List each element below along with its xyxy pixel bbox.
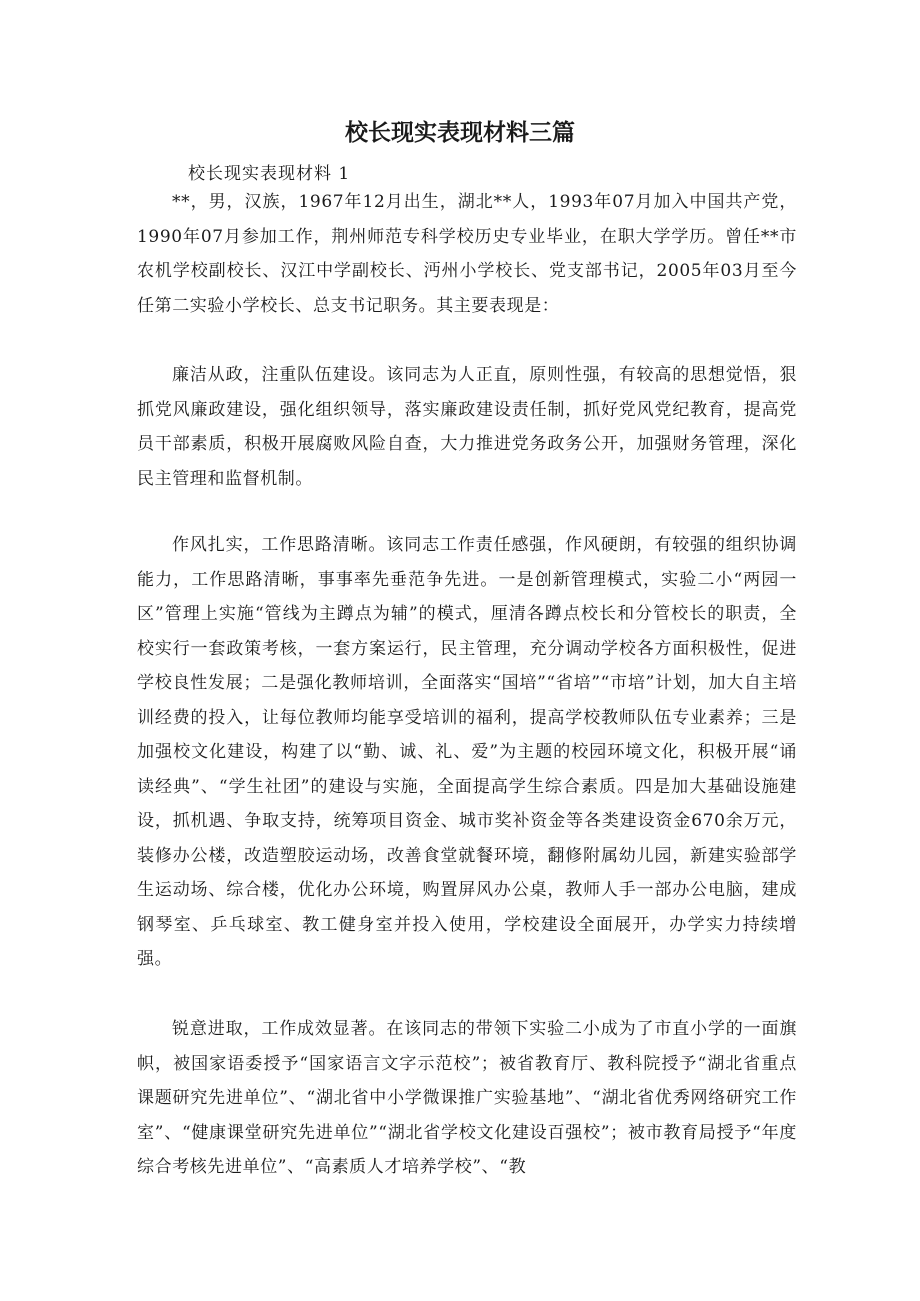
- document-subtitle: 校长现实表现材料 1: [188, 164, 351, 184]
- paragraph-intro: **，男，汉族，1967年12月出生，湖北**人，1993年07月加入中国共产党，1990年07月参加工作，荆州师范专科学校历史专业毕业，在职大学学历。曾任**市农机学校副校长、汉江中学副校长、沔州小学校长、党支部书记，2005年03月至今任第二实验小学校长、总支书记职务。其主要表现是：: [137, 192, 797, 316]
- document-title: 校长现实表现材料三篇: [345, 120, 575, 146]
- paragraph-work-style: 作风扎实，工作思路清晰。该同志工作责任感强，作风硬朗，有较强的组织协调能力，工作思路清晰，事事率先垂范争先进。一是创新管理模式，实验二小“两园一区”管理上实施“管线为主蹲点为辅”的模式，厘清各蹲点校长和分管校长的职责，全校实行一套政策考核，一套方案运行，民主管理，充分调动学校各方面积极性，促进学校良性发展；二是强化教师培训，全面落实“国培”“省培”“市培”计划，加大自主培训经费的投入，让每位教师均能享受培训的福利，提高学校教师队伍专业素养；三是加强校文化建设，构建了以“勤、诚、礼、爱”为主题的校园环境文化，积极开展“诵读经典”、“学生社团”的建设与实施，全面提高学生综合素质。四是加大基础设施建设，抓机遇、争取支持，统筹项目资金、城市奖补资金等各类建设资金670余万元，装修办公楼，改造塑胶运动场，改善食堂就餐环境，翻修附属幼儿园，新建实验部学生运动场、综合楼，优化办公环境，购置屏风办公桌，教师人手一部办公电脑，建成钢琴室、乒乓球室、教工健身室并投入使用，学校建设全面展开，办学实力持续增强。: [137, 535, 797, 969]
- paragraph-integrity: 廉洁从政，注重队伍建设。该同志为人正直，原则性强，有较高的思想觉悟，狠抓党风廉政建设，强化组织领导，落实廉政建设责任制，抓好党风党纪教育，提高党员干部素质，积极开展腐败风险自查，大力推进党务政务公开，加强财务管理，深化民主管理和监督机制。: [137, 365, 797, 489]
- paragraph-achievements: 锐意进取，工作成效显著。在该同志的带领下实验二小成为了市直小学的一面旗帜，被国家语委授予“国家语言文字示范校”；被省教育厅、教科院授予“湖北省重点课题研究先进单位”、“湖北省中小学微课推广实验基地”、“湖北省优秀网络研究工作室”、“健康课堂研究先进单位”“湖北省学校文化建设百强校”；被市教育局授予“年度综合考核先进单位”、“高素质人才培养学校”、“教: [137, 1019, 797, 1177]
